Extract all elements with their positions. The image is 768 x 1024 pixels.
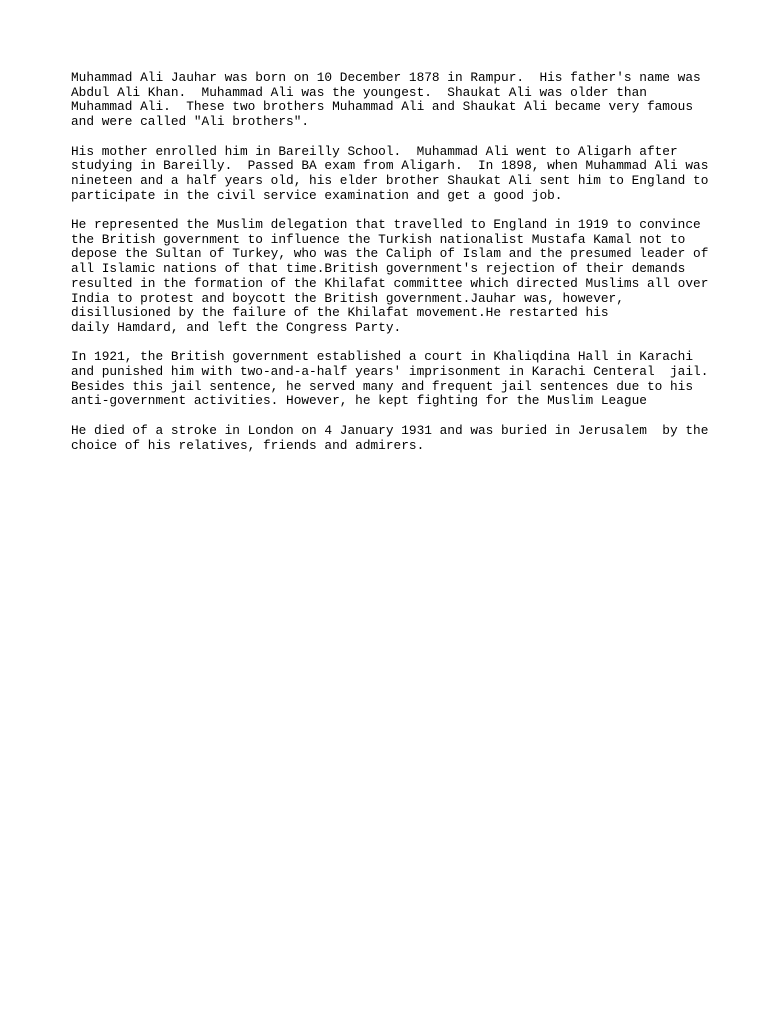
paragraph-imprisonment	[71, 350, 711, 409]
paragraph-birth-family	[71, 71, 711, 130]
paragraph-education	[71, 145, 711, 204]
text-line: He died of a stroke in London on 4 January 1931 and was buried in Jerusalem by the	[71, 422, 709, 438]
text-line: Muhammad Ali Jauhar was born on 10 December 1878 in Rampur. His father's name was	[71, 70, 701, 85]
paragraph-khilafat	[71, 218, 711, 336]
text-line: the British government to influence the Turkish nationalist Mustafa Kamal not to	[71, 231, 686, 247]
document-page	[71, 71, 711, 468]
text-line: In 1921, the British government established a court in Khaliqdina Hall in Karachi	[71, 349, 694, 365]
text-line: daily Hamdard, and left the Congress Party.	[71, 319, 402, 335]
text-line: Muhammad Ali. These two brothers Muhammad Ali and Shaukat Ali became very famous	[71, 99, 694, 115]
text-line: Abdul Ali Khan. Muhammad Ali was the youngest. Shaukat Ali was older than	[71, 84, 647, 100]
text-line: resulted in the formation of the Khilafat committee which directed Muslims all over	[71, 275, 709, 291]
text-line: disillusioned by the failure of the Khilafat movement.He restarted his	[71, 305, 609, 321]
text-line: His mother enrolled him in Bareilly School. Muhammad Ali went to Aligarh after	[71, 143, 678, 159]
text-line: and punished him with two-and-a-half years' imprisonment in Karachi Centeral jail.	[71, 364, 709, 380]
text-line: and were called "Ali brothers".	[71, 114, 310, 130]
text-line: choice of his relatives, friends and admirers.	[71, 437, 425, 453]
text-line: He represented the Muslim delegation that travelled to England in 1919 to convince	[71, 217, 701, 232]
text-line: anti-government activities. However, he kept fighting for the Muslim League	[71, 393, 647, 409]
text-line: participate in the civil service examination and get a good job.	[71, 187, 563, 203]
text-line: depose the Sultan of Turkey, who was the Caliph of Islam and the presumed leader of	[71, 246, 709, 262]
text-line: India to protest and boycott the British government.Jauhar was, however,	[71, 290, 624, 306]
text-line: nineteen and a half years old, his elder brother Shaukat Ali sent him to England to	[71, 172, 709, 188]
text-line: Besides this jail sentence, he served many and frequent jail sentences due to his	[71, 378, 694, 394]
text-line: studying in Bareilly. Passed BA exam from Aligarh. In 1898, when Muhammad Ali was	[71, 158, 709, 174]
paragraph-death	[71, 424, 711, 453]
text-line: all Islamic nations of that time.British government's rejection of their demands	[71, 261, 686, 277]
